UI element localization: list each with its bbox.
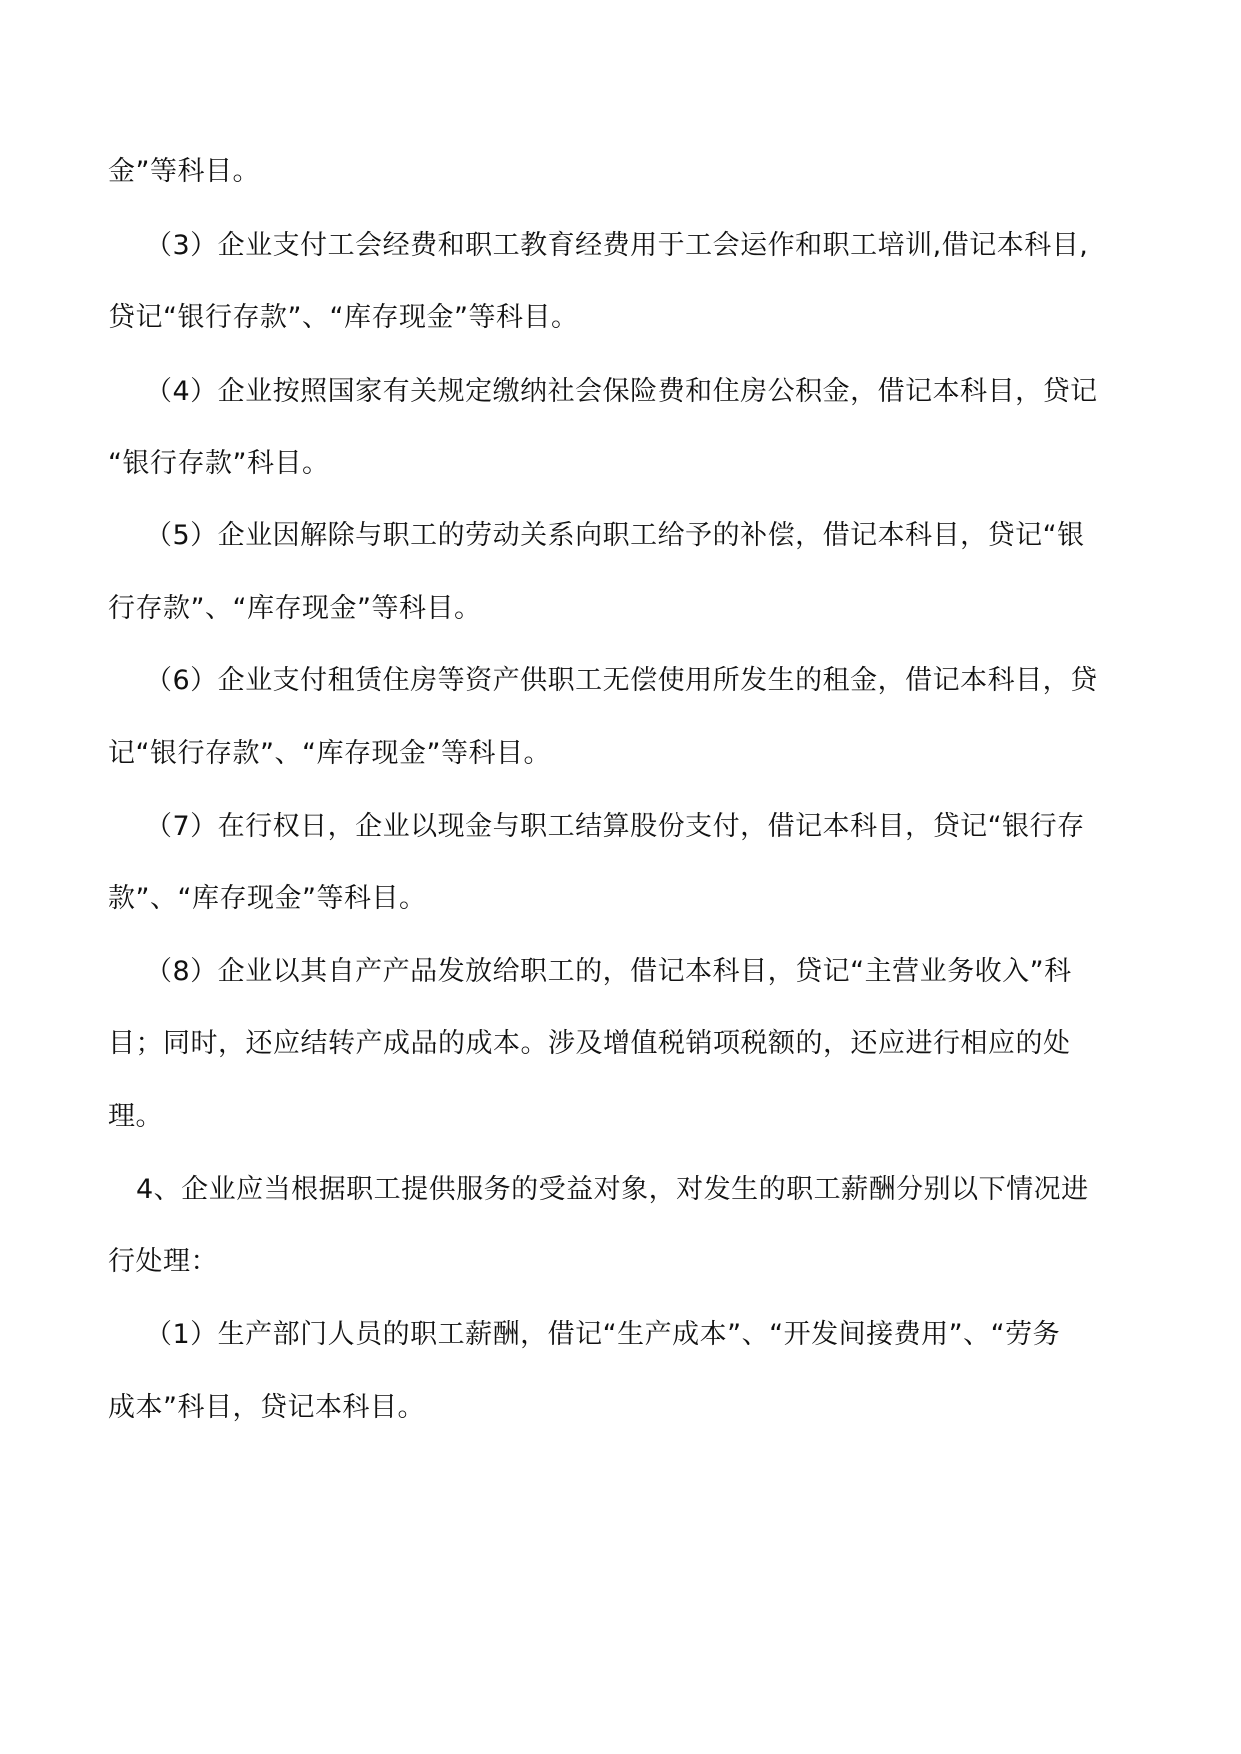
text-line: 成本”科目，贷记本科目。 xyxy=(108,1392,425,1423)
text-line: 贷记“银行存款”、“库存现金”等科目。 xyxy=(108,302,579,333)
paragraph-item-3: （3）企业支付工会经费和职工教育经费用于工会运作和职工培训,借记本科目, xyxy=(145,230,1089,261)
paragraph-item-4: （4）企业按照国家有关规定缴纳社会保险费和住房公积金，借记本科目，贷记 xyxy=(145,376,1098,407)
text-line: 理。 xyxy=(108,1101,163,1132)
paragraph-item-5: （5）企业因解除与职工的劳动关系向职工给予的补偿，借记本科目，贷记“银 xyxy=(145,520,1085,551)
section-item-4: 4、企业应当根据职工提供服务的受益对象，对发生的职工薪酬分别以下情况进 xyxy=(136,1174,1089,1205)
text-line: 行处理： xyxy=(108,1246,218,1277)
text-line: “银行存款”科目。 xyxy=(108,448,330,479)
text-line: 目；同时，还应结转产成品的成本。涉及增值税销项税额的，还应进行相应的处 xyxy=(108,1028,1071,1059)
paragraph-item-1: （1）生产部门人员的职工薪酬，借记“生产成本”、“开发间接费用”、“劳务 xyxy=(145,1319,1061,1350)
text-line: 款”、“库存现金”等科目。 xyxy=(108,883,427,914)
text-line: 金”等科目。 xyxy=(108,156,260,187)
paragraph-item-8: （8）企业以其自产产品发放给职工的，借记本科目，贷记“主营业务收入”科 xyxy=(145,956,1072,987)
text-line: 记“银行存款”、“库存现金”等科目。 xyxy=(108,738,551,769)
text-line: 行存款”、“库存现金”等科目。 xyxy=(108,593,482,624)
paragraph-item-6: （6）企业支付租赁住房等资产供职工无偿使用所发生的租金，借记本科目，贷 xyxy=(145,665,1098,696)
paragraph-item-7: （7）在行权日，企业以现金与职工结算股份支付，借记本科目，贷记“银行存 xyxy=(145,811,1085,842)
